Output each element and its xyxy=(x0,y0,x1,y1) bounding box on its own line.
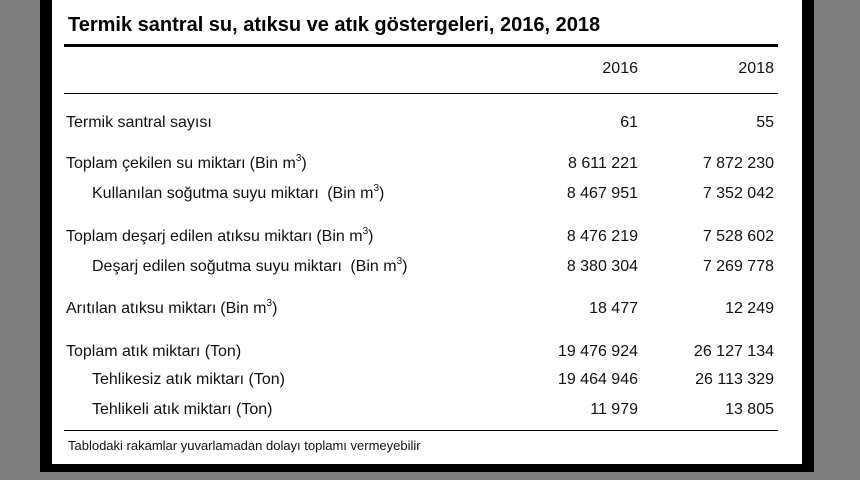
table-row xyxy=(52,255,802,282)
table-row xyxy=(52,152,802,179)
row-label: Arıtılan atıksu miktarı (Bin $m^3$) xyxy=(66,297,278,317)
table-title: Termik santral su, atıksu ve atık göstergeleri, 2016, 2018 xyxy=(68,14,601,36)
value-2016: 19 476 924 xyxy=(557,343,638,360)
row-label: Deşarj edilen soğutma suyu miktarı (Bin $m^3$) xyxy=(92,255,408,275)
value-2016: 8 611 221 xyxy=(568,155,638,172)
value-2016: 11 979 xyxy=(590,401,638,418)
value-2018: 7 352 042 xyxy=(702,185,774,202)
row-label: Toplam deşarj edilen atıksu miktarı (Bin $m^3$) xyxy=(66,225,374,245)
bottom-rule xyxy=(64,430,778,431)
table-row xyxy=(52,401,802,425)
top-rule xyxy=(64,44,778,47)
value-2016: 8 476 219 xyxy=(566,228,638,245)
column-header-2018: 2018 xyxy=(738,60,774,77)
value-2016: 61 xyxy=(620,114,638,131)
table-footnote: Tablodaki rakamlar yuvarlamadan dolayı toplamı vermeyebilir xyxy=(68,438,421,453)
header-rule xyxy=(64,93,778,94)
row-label: Tehlikeli atık miktarı (Ton) xyxy=(92,401,273,418)
table-row xyxy=(52,182,802,209)
value-2018: 55 xyxy=(756,114,774,131)
value-2018: 7 269 778 xyxy=(702,258,774,275)
row-label: Kullanılan soğutma suyu miktarı (Bin $m^3$) xyxy=(92,182,385,202)
row-label: Termik santral sayısı xyxy=(66,114,212,131)
value-2016: 18 477 xyxy=(589,300,638,317)
row-label: Toplam çekilen su miktarı (Bin $m^3$) xyxy=(66,152,307,172)
value-2018: 13 805 xyxy=(725,401,774,418)
value-2018: 26 127 134 xyxy=(693,343,774,360)
value-2016: 8 380 304 xyxy=(566,258,638,275)
row-label: Tehlikesiz atık miktarı (Ton) xyxy=(92,371,285,388)
value-2016: 8 467 951 xyxy=(566,185,638,202)
value-2018: 12 249 xyxy=(725,300,774,317)
table-row xyxy=(52,297,802,324)
table-row xyxy=(52,371,802,395)
table-row xyxy=(52,225,802,252)
column-header-2016: 2016 xyxy=(602,60,638,77)
value-2016: 19 464 946 xyxy=(557,371,638,388)
table-panel xyxy=(52,0,802,464)
value-2018: 7 872 230 xyxy=(702,155,774,172)
row-label: Toplam atık miktarı (Ton) xyxy=(66,343,242,360)
table-row xyxy=(52,343,802,367)
value-2018: 7 528 602 xyxy=(702,228,774,245)
value-2018: 26 113 329 xyxy=(695,371,774,388)
table-row xyxy=(52,114,802,138)
